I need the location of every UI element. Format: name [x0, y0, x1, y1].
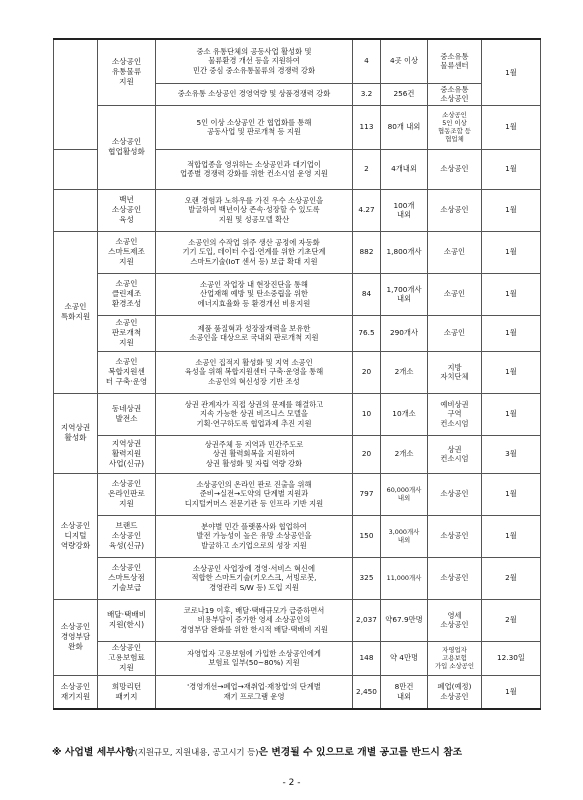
budget-cell: 2: [353, 149, 381, 189]
description-cell: 제품 품질혁과 성장잠재력을 보유한 소공인을 대상으로 국내외 판로개척 지원: [156, 315, 353, 351]
description-cell: 중소유통 소상공인 경영역량 및 상품경쟁력 강화: [156, 83, 353, 105]
category-cell: [54, 149, 98, 189]
description-cell: 소상공인의 온라인 판로 진출을 위해 준비→실전→도약의 단계별 지원과 디지털커머스 전문기관 등 인프라 기반 지원: [156, 473, 353, 515]
budget-cell: 84: [353, 273, 381, 315]
description-cell: 적합업종을 영위하는 소상공인과 대기업이 업종별 경쟁력 강화를 위한 컨소시엄 운영 지원: [156, 149, 353, 189]
description-cell: 코로나19 이후, 배달·택배규모가 급증하면서 비용부담이 증가한 영세 소상공인의 경영부담 완화를 위한 한시적 배달·택배비 지원: [156, 599, 353, 641]
target-cell: 소상공인 5인 이상 협동조합 등 협업체: [428, 105, 482, 149]
description-cell: 오랜 경험과 노하우를 가진 우수 소상공인을 발굴하여 백년이상 존속·성장할 수 있도록 지원 및 성공모델 확산: [156, 189, 353, 231]
budget-cell: 148: [353, 641, 381, 675]
budget-cell: 150: [353, 515, 381, 557]
timing-cell: 1월: [482, 515, 541, 557]
category-cell: 소공인 특화지원: [54, 231, 98, 393]
timing-cell: 1월: [482, 149, 541, 189]
program-name-cell: 브랜드 소상공인 육성(신규): [98, 515, 156, 557]
budget-cell: 882: [353, 231, 381, 273]
footnote-tail: 은 변경될 수 있으므로 개별 공고를 반드시 참조: [258, 747, 463, 758]
target-cell: 소상공인: [428, 515, 482, 557]
table-row: [54, 675, 541, 709]
program-name-cell: 소상공인 협업활성화: [98, 105, 156, 189]
category-cell: [54, 39, 98, 149]
scale-cell: 1,800개사: [381, 231, 428, 273]
timing-cell: 1월: [482, 315, 541, 351]
description-cell: 자영업자 고용보험에 가입한 소상공인에게 보험료 일부(50~80%) 지원: [156, 641, 353, 675]
budget-cell: 325: [353, 557, 381, 599]
timing-cell: 1월: [482, 473, 541, 515]
program-name-cell: 동네상권 발전소: [98, 393, 156, 435]
timing-cell: 1월: [482, 351, 541, 393]
timing-cell: 2월: [482, 557, 541, 599]
table-row: [54, 393, 541, 435]
scale-cell: 2개소: [381, 351, 428, 393]
target-cell: 중소유통 물류센터: [428, 39, 482, 83]
budget-cell: 76.5: [353, 315, 381, 351]
scale-cell: 10개소: [381, 393, 428, 435]
page-number: - 2 -: [282, 778, 301, 788]
timing-cell: 1월: [482, 273, 541, 315]
budget-cell: 797: [353, 473, 381, 515]
description-cell: '경영개선→폐업→재취업·재창업'의 단계별 재기 프로그램 운영: [156, 675, 353, 709]
target-cell: 소상공인: [428, 473, 482, 515]
category-cell: 소상공인 디지털 역량강화: [54, 473, 98, 599]
program-name-cell: 지역상권 활력지원 사업(신규): [98, 435, 156, 473]
program-name-cell: 소상공인 고용보험료 지원: [98, 641, 156, 675]
scale-cell: 80개 내외: [381, 105, 428, 149]
target-cell: 폐업(예정) 소상공인: [428, 675, 482, 709]
category-cell: 지역상권 활성화: [54, 393, 98, 473]
budget-cell: 20: [353, 351, 381, 393]
table-row: [54, 641, 541, 675]
target-cell: 지방 자치단체: [428, 351, 482, 393]
description-cell: 상권주체 등 지역과 민간주도로 상권 활력회복을 지원하여 상권 활성화 및 자립 역량 강화: [156, 435, 353, 473]
table-row: [54, 557, 541, 599]
scale-cell: 8만건 내외: [381, 675, 428, 709]
scale-cell: 4개내외: [381, 149, 428, 189]
timing-cell: 1월: [482, 231, 541, 273]
program-name-cell: 소공인 복합지원센 터 구축·운영: [98, 351, 156, 393]
timing-cell: 1월: [482, 675, 541, 709]
table-row: [54, 315, 541, 351]
program-name-cell: 소상공인 유통물류 지원: [98, 39, 156, 105]
description-cell: 분야별 민간 플랫폼사와 협업하여 발전 가능성이 높은 유망 소상공인을 발굴하고 소기업으로의 성장 지원: [156, 515, 353, 557]
table-body: [54, 39, 541, 709]
scale-cell: 3,000개사 내외: [381, 515, 428, 557]
scale-cell: 11,000개사: [381, 557, 428, 599]
timing-cell: 3월: [482, 435, 541, 473]
table-row: [54, 351, 541, 393]
scale-cell: 290개사: [381, 315, 428, 351]
budget-cell: 113: [353, 105, 381, 149]
scale-cell: 약67.9만명: [381, 599, 428, 641]
description-cell: 5인 이상 소상공인 간 협업화를 통해 공동사업 및 판로개척 등 지원: [156, 105, 353, 149]
table-row: [54, 435, 541, 473]
program-name-cell: 희망리턴 패키지: [98, 675, 156, 709]
target-cell: 자영업자 고용보험 가입 소상공인: [428, 641, 482, 675]
timing-cell: 12.30일: [482, 641, 541, 675]
target-cell: 소상공인: [428, 557, 482, 599]
timing-cell: 1월: [482, 189, 541, 231]
category-cell: 소상공인 재기지원: [54, 675, 98, 709]
program-name-cell: 소공인 클린제조 환경조성: [98, 273, 156, 315]
target-cell: 소공인: [428, 315, 482, 351]
footnote-detail: (지원규모, 지원내용, 공고시기 등): [134, 747, 259, 757]
budget-cell: 3.2: [353, 83, 381, 105]
timing-cell: 1월: [482, 393, 541, 435]
target-cell: 중소유통 소상공인: [428, 83, 482, 105]
table-row: [54, 473, 541, 515]
budget-cell: 4: [353, 39, 381, 83]
scale-cell: 2개소: [381, 435, 428, 473]
budget-cell: 2,037: [353, 599, 381, 641]
program-name-cell: 소공인 스마트제조 지원: [98, 231, 156, 273]
scale-cell: 약 4만명: [381, 641, 428, 675]
program-name-cell: 배달·택배비 지원(한시): [98, 599, 156, 641]
program-name-cell: 소상공인 온라인판로 지원: [98, 473, 156, 515]
footnote: [52, 744, 552, 758]
program-name-cell: 백년 소상공인 육성: [98, 189, 156, 231]
table-row: [54, 599, 541, 641]
scale-cell: 4곳 이상: [381, 39, 428, 83]
budget-cell: 2,450: [353, 675, 381, 709]
table-row: [54, 189, 541, 231]
scale-cell: 256건: [381, 83, 428, 105]
budget-cell: 20: [353, 435, 381, 473]
timing-cell: 2월: [482, 599, 541, 641]
target-cell: 소상공인: [428, 149, 482, 189]
table-row: [54, 515, 541, 557]
category-cell: [54, 189, 98, 231]
table-row: [54, 105, 541, 149]
program-name-cell: 소공인 판로개척 지원: [98, 315, 156, 351]
description-cell: 중소 유통단체의 공동사업 활성화 및 물류환경 개선 등을 지원하여 민간 중심 중소유통물류의 경쟁력 강화: [156, 39, 353, 83]
timing-cell: 1월: [482, 105, 541, 149]
timing-cell: 1월: [482, 39, 541, 105]
footnote-lead: ※ 사업별 세부사항: [52, 747, 135, 758]
description-cell: 상권 관계자가 직접 상권의 문제를 해결하고 지속 가능한 상권 비즈니스 모델을 기획·연구하도록 협업과제 추진 지원: [156, 393, 353, 435]
target-cell: 영세 소상공인: [428, 599, 482, 641]
scale-cell: 60,000개사 내외: [381, 473, 428, 515]
description-cell: 소공인 작업장 내 현장진단을 통해 산업재해 예방 및 탄소중립을 위한 에너지효율화 등 환경개선 비용지원: [156, 273, 353, 315]
scale-cell: 1,700개사 내외: [381, 273, 428, 315]
target-cell: 소상공인: [428, 189, 482, 231]
scale-cell: 100개 내외: [381, 189, 428, 231]
budget-cell: 10: [353, 393, 381, 435]
program-name-cell: 소상공인 스마트상점 기술보급: [98, 557, 156, 599]
business-table: [53, 38, 541, 710]
target-cell: 예비상권 구역 컨소시엄: [428, 393, 482, 435]
description-cell: 소공인 집적지 활성화 및 지역 소공인 육성을 위해 복합지원센터 구축·운영을 통해 소공인의 혁신성장 기반 조성: [156, 351, 353, 393]
budget-cell: 4.27: [353, 189, 381, 231]
table-row: [54, 273, 541, 315]
description-cell: 소상공인 사업장에 경영·서비스 혁신에 적합한 스마트기술(키오스크, 서빙로봇, 경영관리 S/W 등) 도입 지원: [156, 557, 353, 599]
target-cell: 상권 컨소시엄: [428, 435, 482, 473]
target-cell: 소공인: [428, 231, 482, 273]
table-row: [54, 39, 541, 83]
category-cell: 소상공인 경영부담 완화: [54, 599, 98, 675]
target-cell: 소공인: [428, 273, 482, 315]
table-row: [54, 231, 541, 273]
description-cell: 소공인의 수작업 위주 생산 공정에 자동화 기기 도입, 데이터 수집·연계를 위한 기초단계 스마트기술(IoT 센서 등) 보급 확대 지원: [156, 231, 353, 273]
